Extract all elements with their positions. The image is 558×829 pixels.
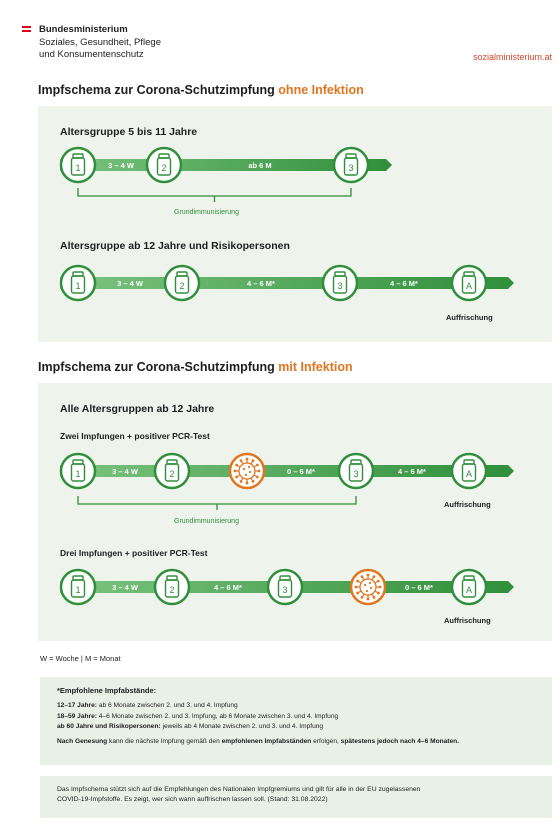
timeline-5-11 [38,106,552,342]
notes-title: *Empfohlene Impfabstände: [57,686,157,695]
timeline-with-infection [38,383,552,641]
dose-number: A [465,469,473,479]
vaccine-vial-icon [61,148,95,182]
vaccine-vial-icon [339,454,373,488]
vaccine-vial-icon [452,454,486,488]
grundimmunisierung-bracket [78,496,356,510]
dose-number: 3 [348,163,354,173]
grundimmunisierung-bracket [78,188,351,202]
notes-line-60-plus: ab 60 Jahre und Risikopersonen: jeweils ab 4 Monate zwischen 2. und 3. und 4. Impfung [57,723,324,730]
booster-label-three-doses: Auffrischung [444,616,491,625]
footer-line-2: COVID-19-Impfstoffe. Es zeigt, wer sich wann auffrischen lassen soll. (Stand: 31.08.2022) [57,796,328,803]
abbreviation-legend: W = Woche | M = Monat [40,654,121,663]
bracket-caption-grundimmunisierung: Grundimmunisierung [174,209,239,216]
ministry-line-2: Soziales, Gesundheit, Pflege [39,36,161,48]
vaccine-vial-icon [155,570,189,604]
dose-number: 1 [75,281,81,291]
vaccine-vial-icon [61,266,95,300]
dose-number: A [465,281,473,291]
vaccine-vial-icon [323,266,357,300]
vaccine-vial-icon [61,570,95,604]
dose-number: 3 [282,585,288,595]
section-title-without-infection: Impfschema zur Corona-Schutzimpfung ohne Infektion [38,83,364,97]
interval-label: 3 – 4 W [108,161,134,170]
interval-label: ab 6 M [248,161,272,170]
interval-label: 0 – 6 M* [405,583,433,592]
dose-number: 2 [169,585,175,595]
dose-number: 1 [75,585,81,595]
vaccine-vial-icon [155,454,189,488]
dose-number: 2 [169,469,175,479]
website-link[interactable]: sozialministerium.at [472,52,552,62]
page-header [0,0,558,70]
scenario-title-two-doses: Zwei Impfungen + positiver PCR-Test [60,431,210,441]
vaccine-vial-icon [452,570,486,604]
panel-without-infection [38,106,552,342]
vaccine-vial-icon [334,148,368,182]
ministry-line-1: Bundesministerium [39,24,128,35]
vaccine-vial-icon [268,570,302,604]
recommended-intervals-box [40,677,552,765]
vaccine-vial-icon [61,454,95,488]
notes-line-18-59: 18–59 Jahre: 4–6 Monate zwischen 2. und 3. Impfung, ab 6 Monate zwischen 3. und 4. Impfung [57,712,339,720]
section-title-with-infection: Impfschema zur Corona-Schutzimpfung mit Infektion [38,360,353,374]
interval-label: 4 – 6 M* [390,279,418,288]
virus-icon [230,454,264,488]
dose-number: 1 [75,163,81,173]
dose-number: 2 [161,163,167,173]
panel-with-infection [38,383,552,641]
vaccine-vial-icon [452,266,486,300]
footer-line-1: Das Impfschema stützt sich auf die Empfehlungen des Nationalen Impfgremiums und gilt für alle in der EU zugelassenen [57,786,421,793]
vaccine-vial-icon [165,266,199,300]
interval-label: 3 – 4 W [117,279,143,288]
group-title-12-plus: Altersgruppe ab 12 Jahre und Risikopersonen [60,240,290,252]
austria-flag-icon [22,26,31,34]
interval-label: 3 – 4 W [112,583,138,592]
interval-label: 4 – 6 M* [247,279,275,288]
notes-line-recovery: Nach Genesung kann die nächste Impfung gemäß den empfohlenen Impfabständen erfolgen, spätestens jedoch nach 4–6 Monaten. [57,737,460,745]
interval-label: 4 – 6 M* [214,583,242,592]
dose-number: 3 [353,469,359,479]
footer-note [40,776,552,818]
ministry-line-3: und Konsumentenschutz [39,49,144,60]
group-title-all-12-plus: Alle Altersgruppen ab 12 Jahre [60,403,215,415]
interval-label: 0 – 6 M* [287,467,315,476]
bracket-caption-grundimmunisierung-2: Grundimmunisierung [174,518,239,525]
dose-number: A [465,585,473,595]
interval-label: 4 – 6 M* [398,467,426,476]
scenario-title-three-doses: Drei Impfungen + positiver PCR-Test [60,548,208,558]
virus-icon [351,570,385,604]
dose-number: 2 [179,281,185,291]
vaccine-vial-icon [147,148,181,182]
dose-number: 1 [75,469,81,479]
booster-label: Auffrischung [446,313,493,322]
dose-number: 3 [337,281,343,291]
group-title-5-11: Altersgruppe 5 bis 11 Jahre [60,126,198,138]
booster-label-two-doses: Auffrischung [444,500,491,509]
ministry-name [39,24,161,62]
notes-line-12-17: 12–17 Jahre: ab 6 Monate zwischen 2. und 3. und 4. Impfung [57,702,238,709]
interval-label: 3 – 4 W [112,467,138,476]
